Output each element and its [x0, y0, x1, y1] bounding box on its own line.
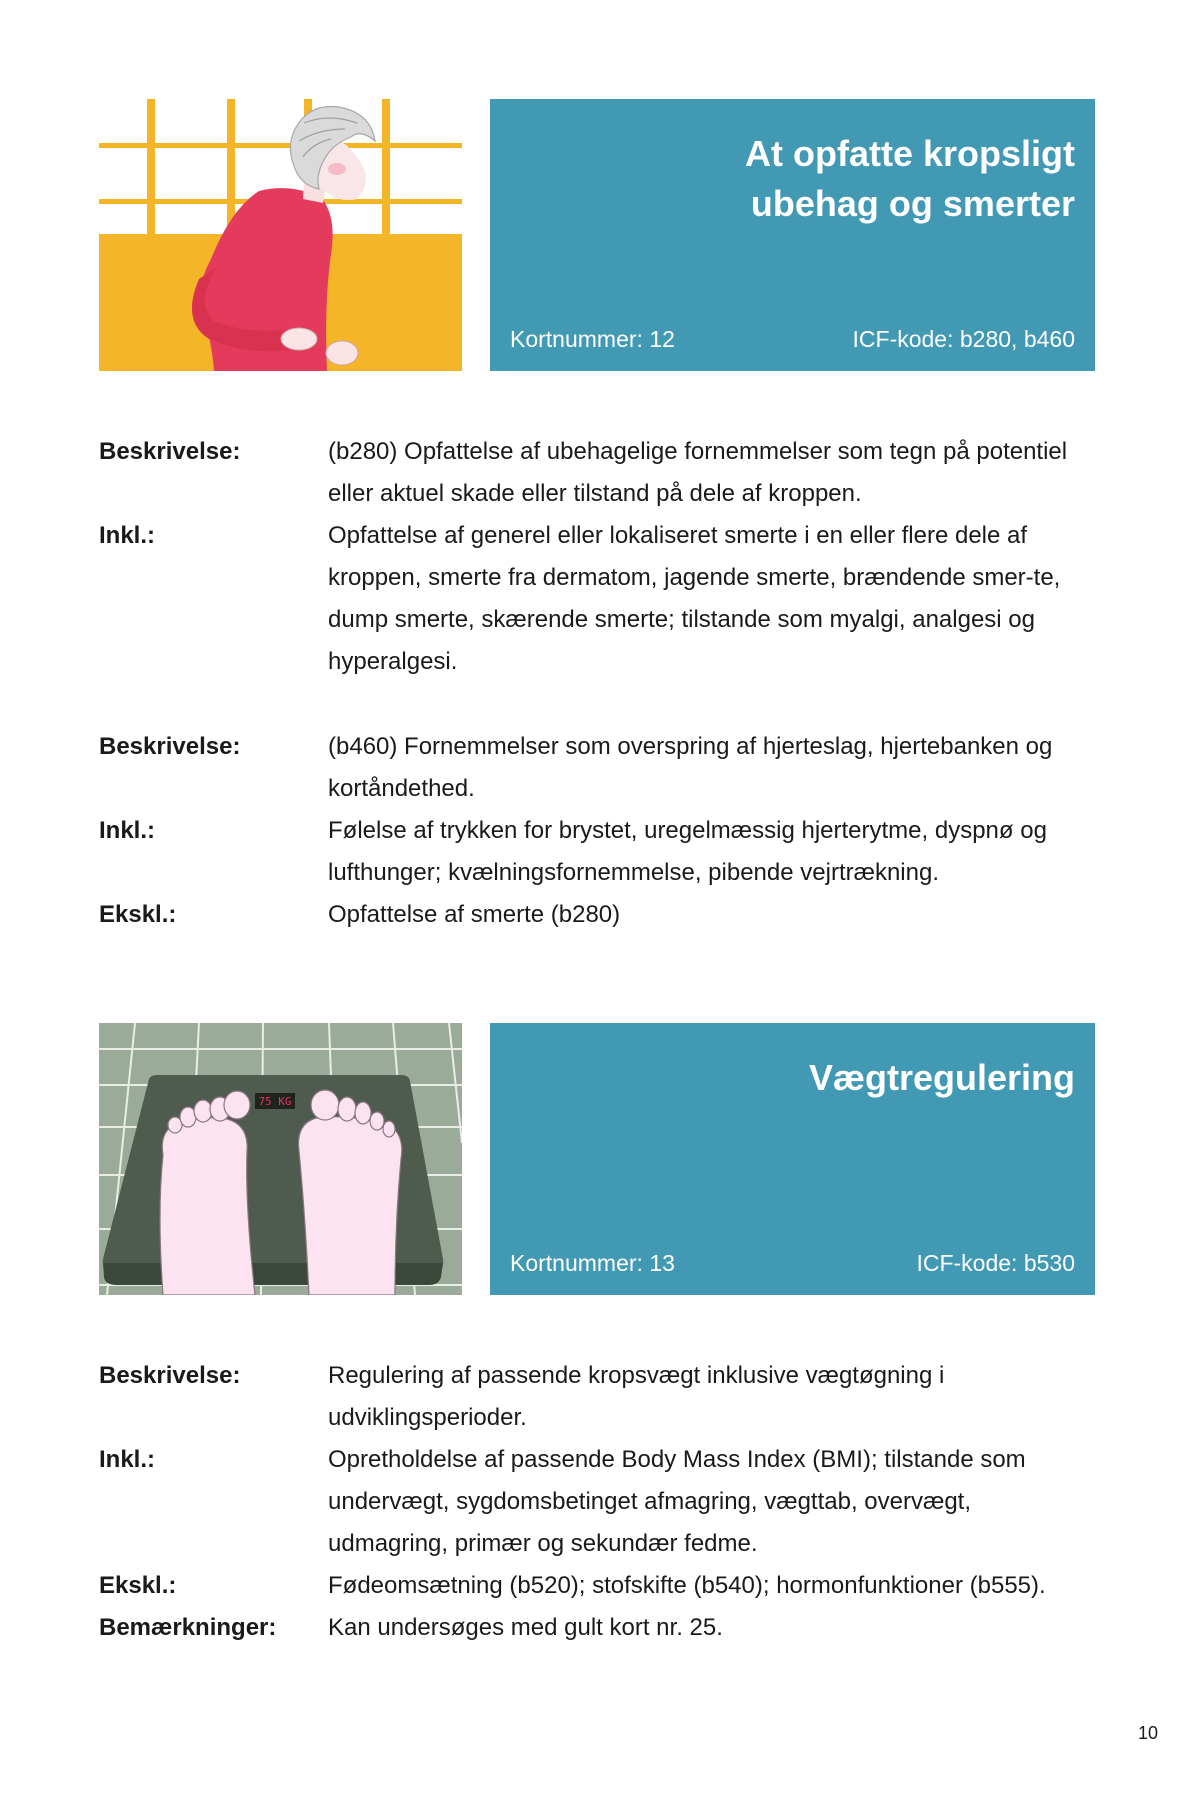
entry-text: Kan undersøges med gult kort nr. 25.: [328, 1614, 723, 1641]
entry-text: (b460) Fornemmelser som overspring af hjerteslag, hjertebanken og kortåndethed.: [328, 733, 1053, 802]
entry-text: Opfattelse af smerte (b280): [328, 901, 621, 928]
card-12-entries-group-2: [99, 726, 1089, 936]
illustration-woman-holding-stomach: [99, 99, 462, 371]
entry-row: [99, 1565, 1089, 1607]
icf-code: ICF-kode: b530: [916, 1250, 1075, 1276]
scale-illustration: [99, 1023, 462, 1295]
entry-label: Beskrivelse:: [99, 438, 241, 465]
card-meta: [510, 1250, 1075, 1277]
card-title-line-1: Vægtregulering: [808, 1057, 1075, 1098]
entry-label: Ekskl.:: [99, 1572, 177, 1599]
entry-text: Fødeomsætning (b520); stofskifte (b540); hormonfunktioner (b555).: [328, 1572, 1046, 1599]
illustration-feet-on-scale: [99, 1023, 462, 1295]
card-12-entries-group-1: [99, 431, 1089, 683]
card-title-line-1: At opfatte kropsligt: [745, 133, 1075, 174]
entry-text: (b280) Opfattelse af ubehagelige fornemmelser som tegn på potentiel eller aktuel skade eller tilstand på dele af kroppen.: [328, 438, 1068, 507]
card-title: [515, 129, 1075, 229]
scale-display-text: 75 KG: [258, 1095, 292, 1108]
card-meta: [510, 326, 1075, 353]
entry-text: Regulering af passende kropsvægt inklusive vægtøgning i udviklingsperioder.: [328, 1362, 945, 1431]
entry-row: [99, 1439, 1089, 1565]
card-number: Kortnummer: 12: [510, 326, 675, 352]
entry-text: Opfattelse af generel eller lokaliseret smerte i en eller flere dele af kroppen, smerte fra dermatom, jagende smerte, brændende smer-te, dump smerte, skærende smerte; tilstande som myalgi, analgesi og hyperalgesi.: [328, 522, 1061, 675]
entry-label: Bemærkninger:: [99, 1614, 277, 1641]
entry-text: Følelse af trykken for brystet, uregelmæssig hjerterytme, dyspnø og lufthunger; kvælningsfornemmelse, pibende vejrtrækning.: [328, 817, 1047, 886]
entry-label: Inkl.:: [99, 522, 156, 549]
entry-row: [99, 431, 1089, 515]
entry-label: Beskrivelse:: [99, 733, 241, 760]
entry-text: Opretholdelse af passende Body Mass Index (BMI); tilstande som undervægt, sygdomsbetinget afmagring, vægttab, overvægt, udmagring, primær og sekundær fedme.: [328, 1446, 1026, 1557]
entry-row: [99, 726, 1089, 810]
entry-label: Beskrivelse:: [99, 1362, 241, 1389]
entry-row: [99, 1607, 1089, 1649]
card-title: [515, 1053, 1075, 1103]
card-number: Kortnummer: 13: [510, 1250, 675, 1276]
entry-row: [99, 515, 1089, 683]
entry-label: Ekskl.:: [99, 901, 177, 928]
card-13-entries: [99, 1355, 1089, 1649]
entry-row: [99, 894, 1089, 936]
icf-code: ICF-kode: b280, b460: [852, 326, 1075, 352]
woman-illustration: [99, 99, 462, 371]
entry-row: [99, 1355, 1089, 1439]
card-title-line-2: ubehag og smerter: [750, 183, 1075, 224]
entry-label: Inkl.:: [99, 1446, 156, 1473]
entry-label: Inkl.:: [99, 817, 156, 844]
card-header-13: [490, 1023, 1095, 1295]
page-number: 10: [1137, 1723, 1158, 1743]
entry-row: [99, 810, 1089, 894]
card-header-12: [490, 99, 1095, 371]
